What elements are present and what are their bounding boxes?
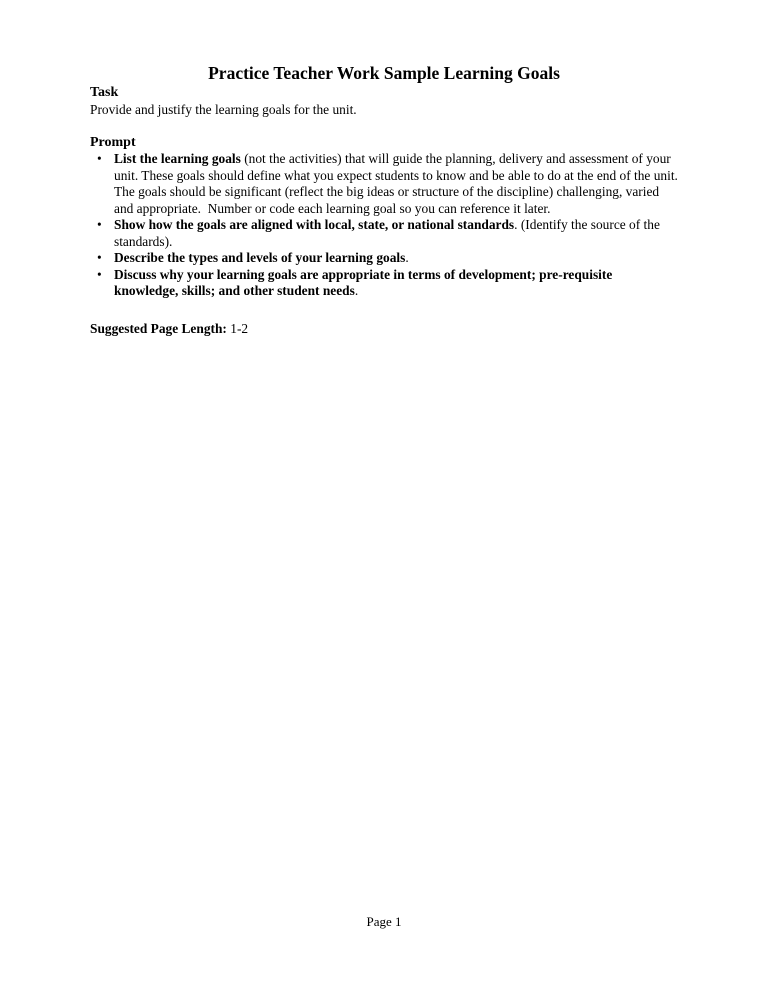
spacer [90,118,678,135]
document-title: Practice Teacher Work Sample Learning Goals [208,63,560,83]
list-item [90,151,682,217]
page-length-value: 1-2 [230,320,249,336]
bullet-bold-text: List the learning goals [114,151,241,166]
bullet-rest-text: . [354,283,359,298]
bullet-icon: • [97,151,102,166]
bullet-rest-text: . [405,250,409,265]
list-item [90,267,678,300]
bullet-bold-text: Describe the types and levels of your learning goals [114,250,406,265]
prompt-list [90,151,682,300]
list-item [90,250,678,267]
page-length-label: Suggested Page Length: [90,320,227,336]
bullet-rest-text: . (Identify the source of the standards). [114,217,664,249]
page-length-line [90,321,678,338]
bullet-rest-text: (not the activities) that will guide the planning, delivery and assessment of your unit. These goals should define what you expect students to know and be able to do at the end of the unit. The goals should be significant (reflect the big ideas or structure of the discipline) challenging, varied and appropriate. Number or code each learning goal so you can reference it later. [114,151,682,216]
bullet-icon: • [97,217,102,232]
bullet-icon: • [97,266,102,282]
prompt-heading: Prompt [90,134,136,150]
bullet-icon: • [97,250,102,265]
document-content [0,0,768,337]
task-heading: Task [90,85,119,100]
bullet-bold-text: Show how the goals are aligned with local, state, or national standards [114,217,515,232]
task-body: Provide and justify the learning goals for the unit. [90,101,357,117]
bullet-bold-text: Discuss why your learning goals are appropriate in terms of development; pre-requisite knowledge, skills; and other student needs [114,266,616,298]
list-item [90,217,678,250]
page-number-footer: Page 1 [366,914,402,929]
